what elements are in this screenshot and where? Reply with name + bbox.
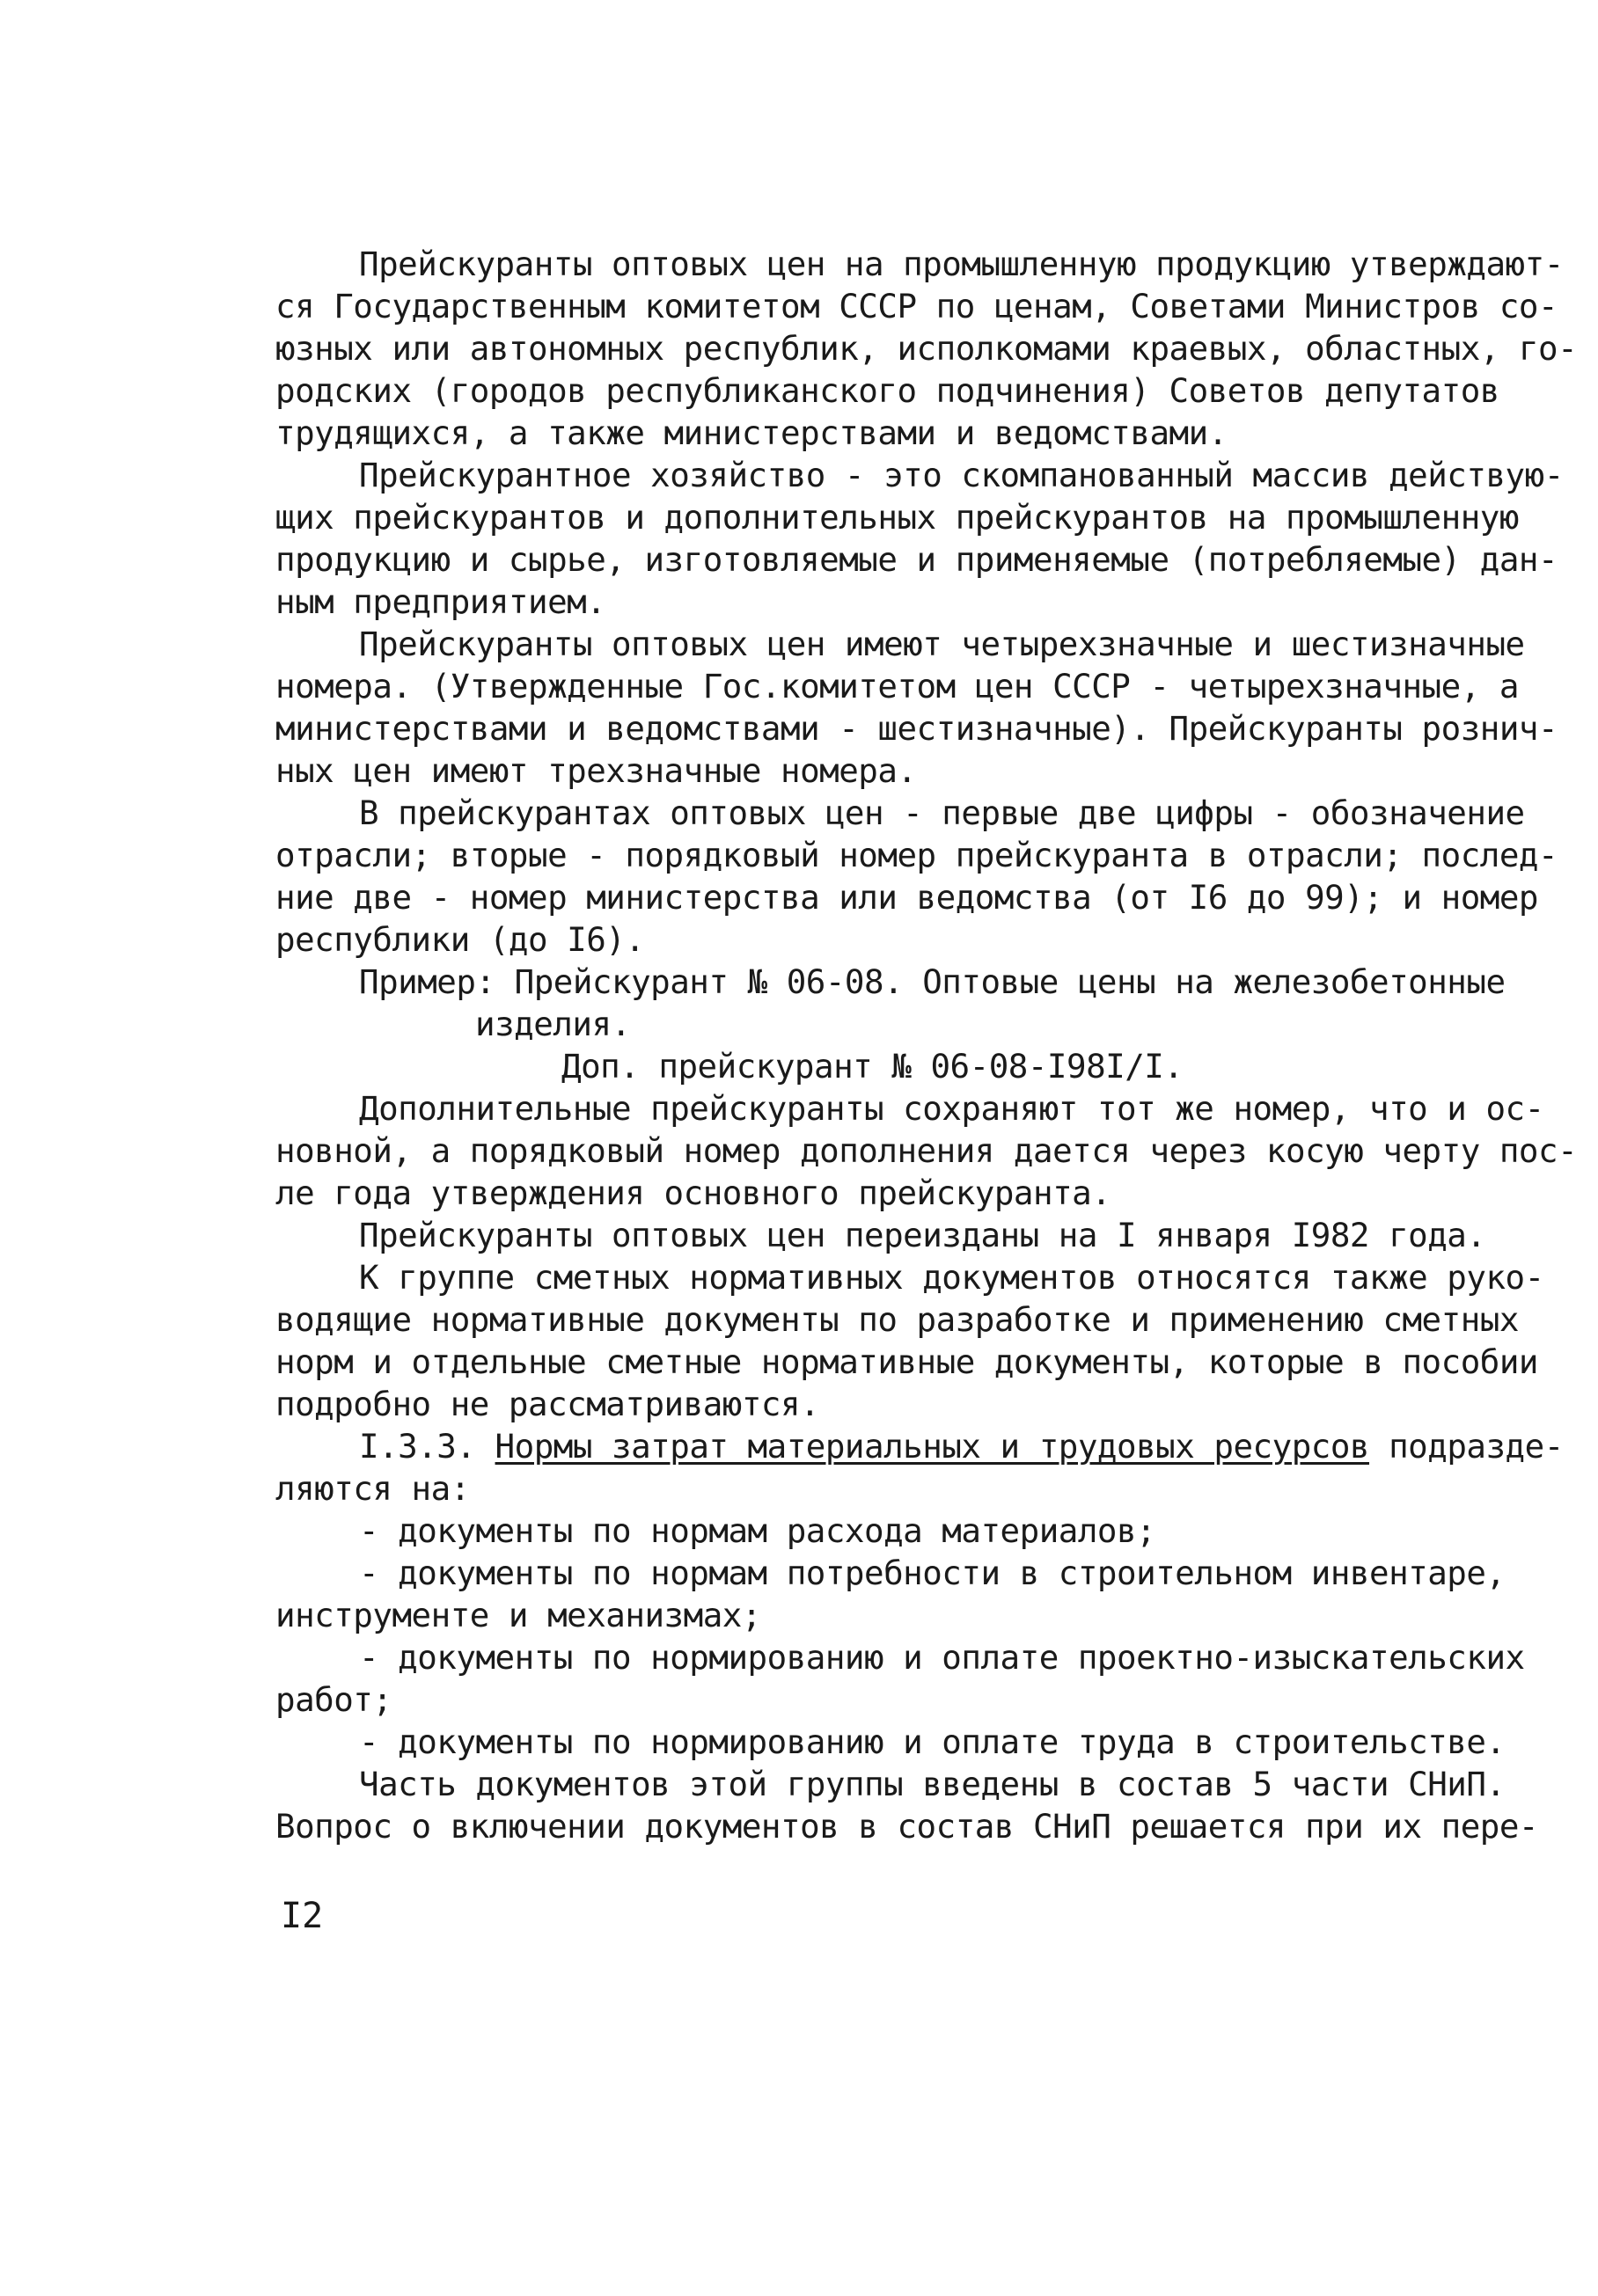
text-line: юзных или автономных республик, исполкомами краевых, областных, го- [275, 329, 1578, 368]
text-line: норм и отдельные сметные нормативные документы, которые в пособии [275, 1342, 1538, 1381]
list-item: - документы по нормированию и оплате проектно-изыскательских [359, 1638, 1525, 1677]
text-line: ным предприятием. [275, 582, 606, 621]
text-line: ных цен имеют трехзначные номера. [275, 751, 917, 790]
text-line: инструменте и механизмах; [275, 1596, 761, 1634]
text-line: Доп. прейскурант № 06-08-I98I/I. [561, 1047, 1184, 1086]
text-line: щих прейскурантов и дополнительных прейскурантов на промышленную [275, 498, 1519, 537]
list-item: - документы по нормированию и оплате труда в строительстве. [359, 1722, 1506, 1761]
text-line: номера. (Утвержденные Гос.комитетом цен СССР - четырехзначные, а [275, 667, 1519, 706]
page-number: I2 [281, 1896, 324, 1936]
section-title-underlined: Нормы затрат материальных и трудовых ресурсов [495, 1427, 1370, 1466]
text-line: продукцию и сырье, изготовляемые и применяемые (потребляемые) дан- [275, 540, 1558, 579]
text-line: изделия. [475, 1005, 631, 1043]
text-line: трудящихся, а также министерствами и ведомствами. [275, 413, 1228, 452]
text-line: водящие нормативные документы по разработке и применению сметных [275, 1300, 1519, 1339]
text-line: Прейскурантное хозяйство - это скомпанованный массив действую- [359, 456, 1564, 494]
text-line: подробно не рассматриваются. [275, 1385, 820, 1423]
text-line: родских (городов республиканского подчинения) Советов депутатов [275, 371, 1499, 410]
text-line: Вопрос о включении документов в состав СНиП решается при их пере- [275, 1807, 1538, 1846]
text-line: ляются на: [275, 1469, 470, 1508]
text-line: отрасли; вторые - порядковый номер прейскуранта в отрасли; послед- [275, 836, 1558, 874]
text-line: ся Государственным комитетом СССР по ценам, Советами Министров со- [275, 287, 1558, 325]
text-line: Дополнительные прейскуранты сохраняют тот же номер, что и ос- [359, 1089, 1544, 1128]
text-line: Прейскуранты оптовых цен имеют четырехзначные и шестизначные [359, 625, 1525, 663]
text-line: Прейскуранты оптовых цен на промышленную продукцию утверждают- [359, 245, 1564, 283]
text-line: К группе сметных нормативных документов относятся также руко- [359, 1258, 1544, 1297]
text-line: новной, а порядковый номер дополнения дается через косую черту пос- [275, 1131, 1578, 1170]
list-item: - документы по нормам расхода материалов; [359, 1511, 1156, 1550]
text-fragment: подразде- [1369, 1427, 1564, 1466]
section-heading-line [359, 1425, 1564, 1467]
text-line: В прейскурантах оптовых цен - первые две цифры - обозначение [359, 793, 1525, 832]
text-line: ле года утверждения основного прейскуранта. [275, 1174, 1111, 1212]
text-line: министерствами и ведомствами - шестизначные). Прейскуранты рознич- [275, 709, 1558, 748]
text-line: Пример: Прейскурант № 06-08. Оптовые цены на железобетонные [359, 962, 1506, 1001]
text-line: работ; [275, 1680, 392, 1719]
text-line: республики (до I6). [275, 920, 645, 959]
text-line: Часть документов этой группы введены в состав 5 части СНиП. [359, 1765, 1506, 1803]
list-item: - документы по нормам потребности в строительном инвентаре, [359, 1554, 1506, 1592]
text-line: Прейскуранты оптовых цен переизданы на I января I982 года. [359, 1216, 1486, 1254]
text-line: ние две - номер министерства или ведомства (от I6 до 99); и номер [275, 878, 1538, 917]
section-number: I.3.3. [359, 1427, 495, 1466]
